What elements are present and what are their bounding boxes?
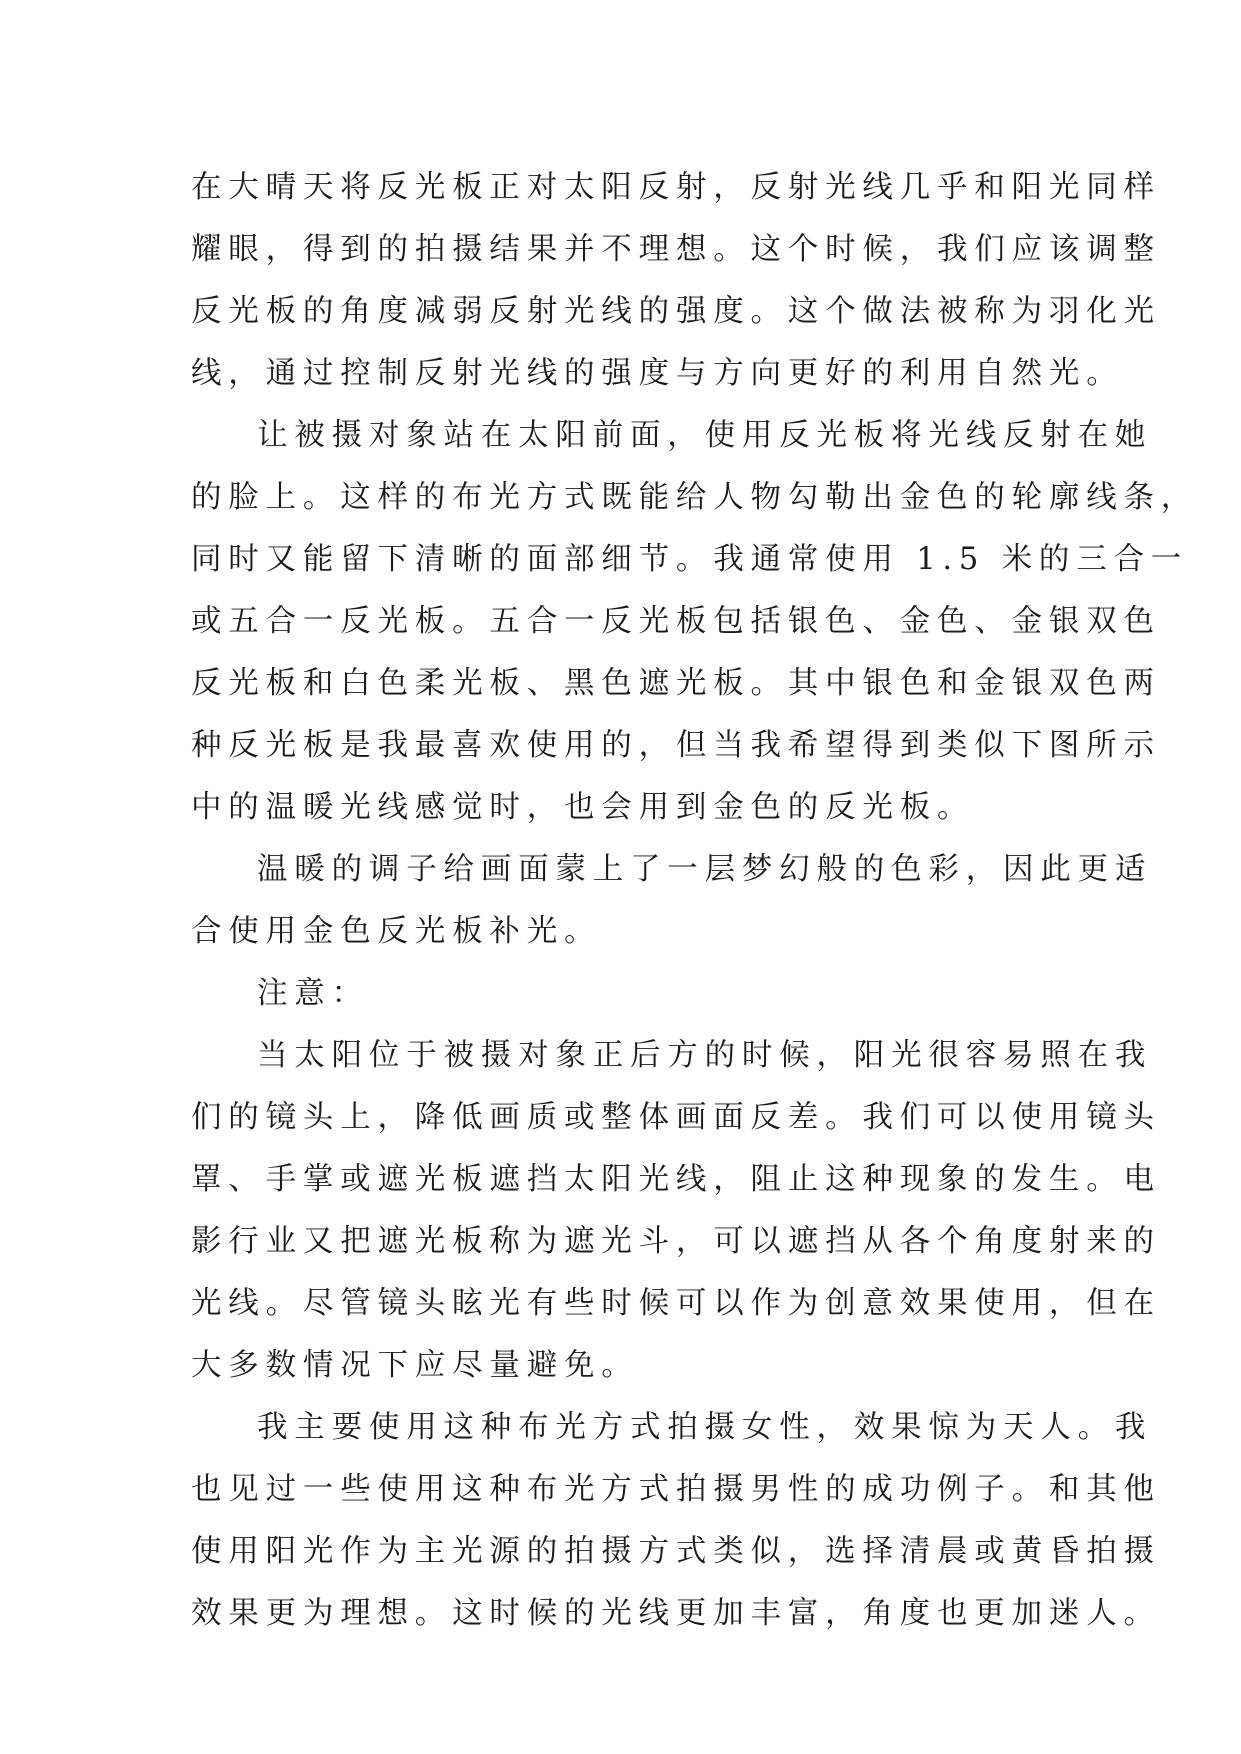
text-line: 大多数情况下应尽量避免。 [191, 1348, 639, 1383]
text-line: 罩、手掌或遮光板遮挡太阳光线，阻止这种现象的发生。电 [191, 1162, 1161, 1197]
text-line: 我主要使用这种布光方式拍摄女性，效果惊为天人。我 [257, 1410, 1153, 1445]
text-line: 温暖的调子给画面蒙上了一层梦幻般的色彩，因此更适 [257, 852, 1153, 887]
text-line: 中的温暖光线感觉时，也会用到金色的反光板。 [191, 790, 975, 825]
paragraph-subjects [191, 1403, 1161, 1651]
text-line: 在大晴天将反光板正对太阳反射，反射光线几乎和阳光同样 [191, 170, 1161, 205]
paragraph-lens-flare [191, 1031, 1161, 1403]
text-line: 使用阳光作为主光源的拍摄方式类似，选择清晨或黄昏拍摄 [191, 1534, 1161, 1569]
text-line: 光线。尽管镜头眩光有些时候可以作为创意效果使用，但在 [191, 1286, 1161, 1321]
text-line: 合使用金色反光板补光。 [191, 914, 602, 949]
note-heading: 注意： [257, 976, 369, 1011]
text-line: 耀眼，得到的拍摄结果并不理想。这个时候，我们应该调整 [191, 232, 1161, 267]
text-line: 的脸上。这样的布光方式既能给人物勾勒出金色的轮廓线条， [191, 480, 1199, 515]
text-line: 同时又能留下清晰的面部细节。我通常使用 1.5 米的三合一 [191, 542, 1189, 577]
text-line: 或五合一反光板。五合一反光板包括银色、金色、金银双色 [191, 604, 1161, 639]
text-body [191, 163, 1199, 1651]
paragraph-reflector-usage [191, 411, 1199, 845]
text-line: 影行业又把遮光板称为遮光斗，可以遮挡从各个角度射来的 [191, 1224, 1161, 1259]
text-line: 种反光板是我最喜欢使用的，但当我希望得到类似下图所示 [191, 728, 1161, 763]
text-line: 反光板和白色柔光板、黑色遮光板。其中银色和金银双色两 [191, 666, 1161, 701]
text-line: 反光板的角度减弱反射光线的强度。这个做法被称为羽化光 [191, 294, 1161, 329]
text-line: 效果更为理想。这时候的光线更加丰富，角度也更加迷人。 [191, 1596, 1161, 1631]
text-line: 也见过一些使用这种布光方式拍摄男性的成功例子。和其他 [191, 1472, 1161, 1507]
paragraph-feathering-light [191, 163, 1161, 411]
text-line: 线，通过控制反射光线的强度与方向更好的利用自然光。 [191, 356, 1124, 391]
paragraph-warm-tone [191, 845, 1153, 969]
text-line: 们的镜头上，降低画质或整体画面反差。我们可以使用镜头 [191, 1100, 1161, 1135]
text-line: 让被摄对象站在太阳前面，使用反光板将光线反射在她 [257, 418, 1153, 453]
paragraph-note-heading [191, 969, 1091, 1031]
text-line: 当太阳位于被摄对象正后方的时候，阳光很容易照在我 [257, 1038, 1153, 1073]
